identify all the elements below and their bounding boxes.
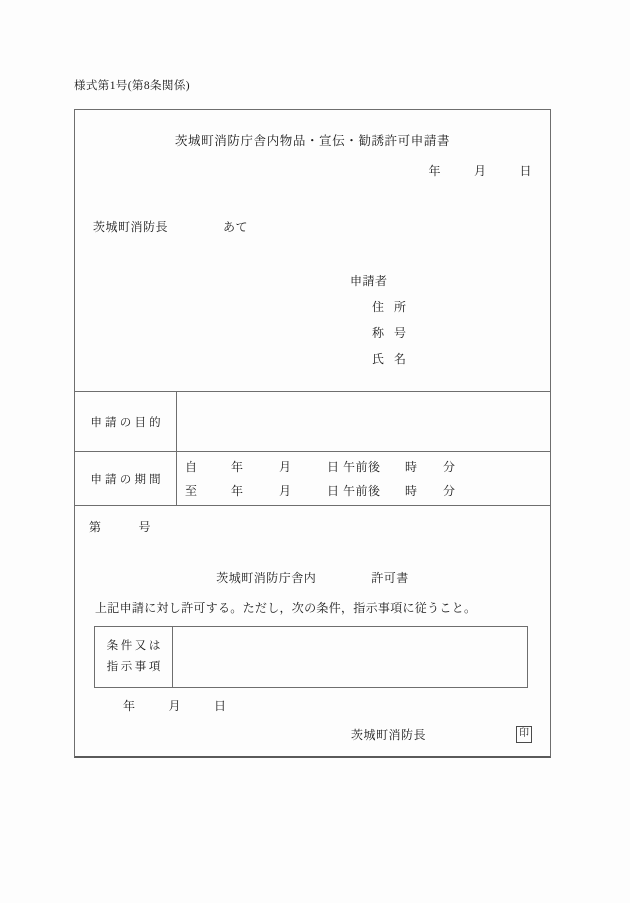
applicant-block	[350, 272, 407, 367]
period-value-cell[interactable]	[177, 452, 550, 505]
period-to-ampm: 午前後	[343, 483, 381, 498]
period-from-marker: 自	[185, 459, 198, 474]
permit-date-day: 日	[214, 699, 227, 713]
period-from-minute: 分	[443, 459, 456, 474]
permit-statement: 上記申請に対し許可する。ただし，次の条件，指示事項に従うこと。	[95, 601, 477, 615]
addressee-line	[93, 218, 248, 235]
applicant-address-char1: 住	[372, 300, 385, 314]
conditions-label-line1: 条件又は	[106, 640, 163, 652]
period-to-marker: 至	[185, 483, 198, 498]
conditions-label	[95, 627, 173, 687]
purpose-label: 申請の目的	[75, 392, 177, 451]
conditions-box	[94, 626, 528, 688]
conditions-label-line2: 指示事項	[106, 661, 163, 673]
permit-number-line	[89, 518, 151, 535]
signature-name: 茨城町消防長	[350, 728, 426, 742]
period-from-day: 日	[327, 459, 340, 474]
page-title: 茨城町消防庁舎内物品・宣伝・勧誘許可申請書	[174, 134, 451, 148]
applicant-name-char2: 名	[394, 352, 407, 366]
application-header-block	[75, 110, 550, 392]
permit-title-kind: 許可書	[371, 571, 409, 585]
period-from-ampm: 午前後	[343, 459, 381, 474]
conditions-value-cell[interactable]	[173, 627, 527, 687]
period-from-month: 月	[279, 459, 292, 474]
period-label: 申請の期間	[75, 452, 177, 505]
applicant-name-char1: 氏	[372, 352, 385, 366]
permit-number-suffix: 号	[138, 520, 152, 534]
form-number: 様式第1号(第8条関係)	[74, 80, 190, 92]
period-from-hour: 時	[405, 459, 418, 474]
application-date-day: 日	[519, 164, 532, 178]
period-from-line	[177, 455, 550, 479]
addressee-name: 茨城町消防長	[93, 220, 169, 234]
period-from-year: 年	[231, 459, 244, 474]
period-to-month: 月	[279, 483, 292, 498]
period-to-line	[177, 479, 550, 503]
permit-date-month: 月	[168, 699, 182, 713]
applicant-title-char1: 称	[372, 326, 385, 340]
application-date-year: 年	[428, 164, 441, 178]
applicant-address-field	[350, 298, 407, 315]
permit-title-place: 茨城町消防庁舎内	[216, 571, 317, 585]
permit-title-line	[75, 569, 550, 586]
period-to-hour: 時	[405, 483, 418, 498]
addressee-suffix: あて	[223, 220, 249, 234]
permit-date-line	[123, 697, 227, 714]
applicant-name-field	[350, 350, 407, 367]
applicant-title-field	[350, 324, 407, 341]
permit-date-year: 年	[123, 699, 136, 713]
permit-block	[75, 506, 550, 756]
applicant-title-char2: 号	[394, 326, 407, 340]
application-date-month: 月	[473, 164, 487, 178]
table-row-period	[75, 452, 550, 506]
permit-number-prefix: 第	[89, 520, 102, 534]
seal-icon: 印	[516, 726, 532, 743]
table-row-purpose	[75, 392, 550, 452]
applicant-address-char2: 所	[394, 300, 407, 314]
form-frame	[74, 109, 551, 758]
purpose-value-cell[interactable]	[177, 392, 550, 451]
period-to-minute: 分	[443, 483, 456, 498]
applicant-heading: 申請者	[350, 274, 388, 288]
signature-line	[351, 726, 532, 743]
period-to-year: 年	[231, 483, 244, 498]
application-date-line	[428, 162, 532, 179]
period-to-day: 日	[327, 483, 340, 498]
